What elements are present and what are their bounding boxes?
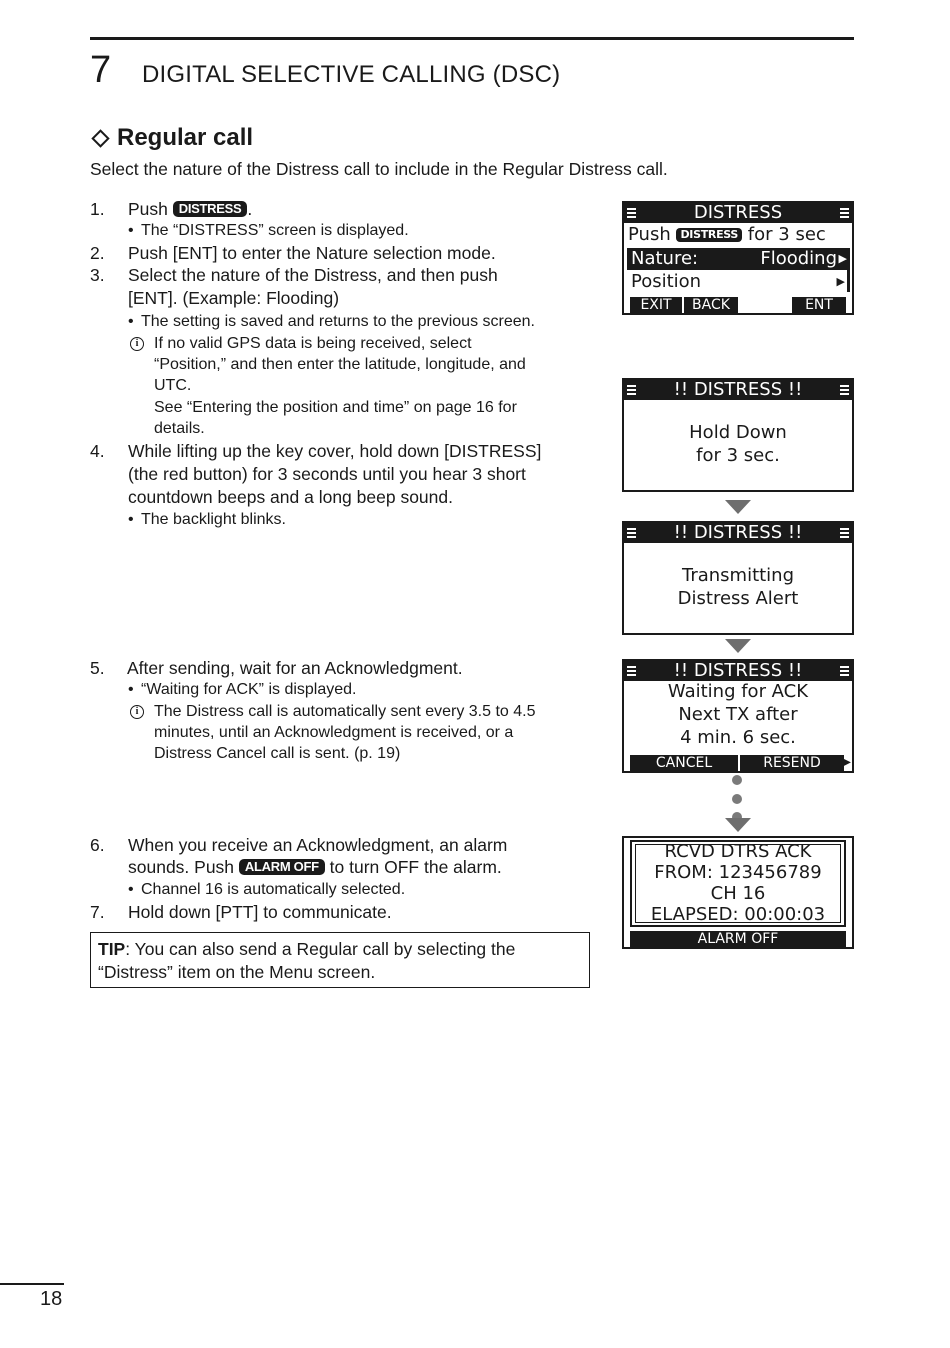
softkey-back: BACK (684, 297, 738, 313)
softkey-resend: RESEND (740, 755, 844, 771)
step-1-number: 1. (90, 199, 105, 219)
step-6-line2 (128, 856, 502, 879)
arrow-down-icon (725, 818, 751, 832)
lcd-screen-transmitting (622, 521, 854, 635)
triangle-right-icon: ▶ (838, 252, 847, 265)
tip-line1: : You can also send a Regular call by selecting the (125, 939, 516, 959)
bullet-icon: • (128, 222, 134, 239)
step-2-text: Push [ENT] to enter the Nature selection mode. (128, 243, 496, 263)
softkey-ent: ENT (792, 297, 846, 313)
tip-box (90, 932, 590, 988)
section-title: Regular call (117, 124, 254, 151)
step-5-sub: “Waiting for ACK” is displayed. (141, 681, 357, 698)
lcd-screen-rcvd-ack (622, 836, 854, 949)
lcd-nature-row (627, 248, 849, 270)
lcd-title-bar (624, 203, 852, 223)
triangle-right-icon: ▶ (836, 275, 845, 288)
step-4-sub: The backlight blinks. (141, 511, 286, 528)
lcd-line-3: CH 16 (710, 883, 766, 904)
lcd-title: !! DISTRESS !! (673, 379, 803, 400)
footer-rule (0, 1283, 64, 1285)
softkey-alarm-off: ALARM OFF (630, 931, 846, 947)
step-4-line3: countdown beeps and a long beep sound. (128, 487, 453, 507)
menu-glyph-icon (627, 528, 636, 539)
step-5-note-line3: Distress Cancel call is sent. (p. 19) (154, 745, 401, 762)
lcd-line-1: RCVD DTRS ACK (664, 841, 812, 862)
lcd-line-1: Waiting for ACK (667, 681, 809, 702)
lcd-line-1: Transmitting (681, 565, 795, 586)
step-6-line1: When you receive an Acknowledgment, an alarm (128, 835, 508, 855)
info-icon: i (130, 337, 144, 351)
step-3-note-line3: UTC. (154, 377, 192, 394)
section-intro: Select the nature of the Distress call to include in the Regular Distress call. (90, 159, 668, 179)
lcd-nature-label: Nature: (631, 248, 699, 269)
dot-icon (732, 794, 742, 804)
chapter-number: 7 (90, 49, 112, 91)
step-5-number: 5. (90, 658, 105, 678)
step-4-number: 4. (90, 441, 105, 461)
menu-glyph-icon (840, 385, 849, 396)
alarm-off-key-icon: ALARM OFF (239, 859, 325, 875)
step-6-pre: sounds. Push (128, 857, 235, 877)
lcd-title: DISTRESS (693, 202, 783, 223)
menu-glyph-icon (627, 208, 636, 219)
bullet-icon: • (128, 511, 134, 528)
step-5-note-line2: minutes, until an Acknowledgment is received, or a (154, 724, 514, 741)
lcd-scrollbar (847, 248, 850, 292)
softkey-exit: EXIT (630, 297, 682, 313)
lcd-position-row (627, 271, 849, 293)
lcd-line-2: Next TX after (678, 704, 798, 725)
step-1-sub: The “DISTRESS” screen is displayed. (141, 222, 409, 239)
step-5-note-line1: The Distress call is automatically sent every 3.5 to 4.5 (154, 703, 536, 720)
lcd-line-3: 4 min. 6 sec. (680, 727, 796, 748)
arrow-down-icon (725, 639, 751, 653)
section-heading (90, 124, 253, 152)
step-3-line1: Select the nature of the Distress, and then push (128, 265, 498, 285)
step-1-text (128, 198, 252, 221)
softkey-cancel: CANCEL (630, 755, 738, 771)
lcd-line-1: Hold Down (689, 422, 787, 443)
menu-glyph-icon (840, 666, 849, 677)
lcd-line-2: Distress Alert (677, 588, 799, 609)
tip-label: TIP (98, 939, 126, 959)
arrow-down-icon (725, 500, 751, 514)
step-3-note-line1: If no valid GPS data is being received, select (154, 335, 472, 352)
info-icon: i (130, 705, 144, 719)
lcd-for-text: for 3 sec (747, 224, 826, 245)
bullet-icon: • (128, 881, 134, 898)
menu-glyph-icon (840, 208, 849, 219)
distress-key-icon: DISTRESS (676, 228, 742, 242)
lcd-title-bar (624, 661, 852, 681)
lcd-line-2: for 3 sec. (696, 445, 780, 466)
tip-text (98, 938, 584, 984)
dot-icon (732, 775, 742, 785)
lcd-title-bar (624, 380, 852, 400)
step-1-pre: Push (128, 199, 168, 219)
lcd-title: !! DISTRESS !! (673, 522, 803, 543)
step-1-post: . (247, 199, 253, 219)
lcd-screen-distress-nature (622, 201, 854, 315)
lcd-push-line (628, 224, 826, 246)
step-3-note-line4: See “Entering the position and time” on page 16 for (154, 399, 517, 416)
step-4-line1: While lifting up the key cover, hold down [DISTRESS] (128, 441, 542, 461)
lcd-line-2: FROM: 123456789 (654, 862, 822, 883)
menu-glyph-icon (627, 666, 636, 677)
step-3-sub: The setting is saved and returns to the previous screen. (141, 313, 535, 330)
page-number: 18 (40, 1288, 63, 1310)
chapter-title: DIGITAL SELECTIVE CALLING (DSC) (142, 61, 561, 88)
lcd-line-4: ELAPSED: 00:00:03 (650, 904, 826, 925)
lcd-title: !! DISTRESS !! (673, 660, 803, 681)
step-3-line2: [ENT]. (Example: Flooding) (128, 288, 340, 308)
lcd-screen-hold-down (622, 378, 854, 492)
lcd-title-bar (624, 523, 852, 543)
menu-glyph-icon (627, 385, 636, 396)
step-5-text: After sending, wait for an Acknowledgment. (127, 658, 463, 678)
step-3-note-line2: “Position,” and then enter the latitude, longitude, and (154, 356, 526, 373)
step-3-note-line5: details. (154, 420, 205, 437)
diamond-icon (91, 129, 109, 147)
menu-glyph-icon (840, 528, 849, 539)
top-rule (90, 37, 854, 40)
triangle-right-icon: ▶ (843, 757, 851, 768)
step-7-text: Hold down [PTT] to communicate. (128, 902, 392, 922)
distress-key-icon: DISTRESS (173, 201, 248, 217)
step-3-number: 3. (90, 265, 105, 285)
step-4-line2: (the red button) for 3 seconds until you hear 3 short (128, 464, 526, 484)
step-7-number: 7. (90, 902, 105, 922)
lcd-position-label: Position (631, 271, 702, 292)
step-2-number: 2. (90, 243, 105, 263)
bullet-icon: • (128, 313, 134, 330)
bullet-icon: • (128, 681, 134, 698)
step-6-sub: Channel 16 is automatically selected. (141, 881, 406, 898)
tip-line2: “Distress” item on the Menu screen. (98, 962, 376, 982)
step-6-number: 6. (90, 835, 105, 855)
lcd-nature-value: Flooding (760, 248, 837, 269)
lcd-push-text: Push (628, 224, 671, 245)
lcd-screen-waiting-ack (622, 659, 854, 773)
step-6-post: to turn OFF the alarm. (329, 857, 502, 877)
